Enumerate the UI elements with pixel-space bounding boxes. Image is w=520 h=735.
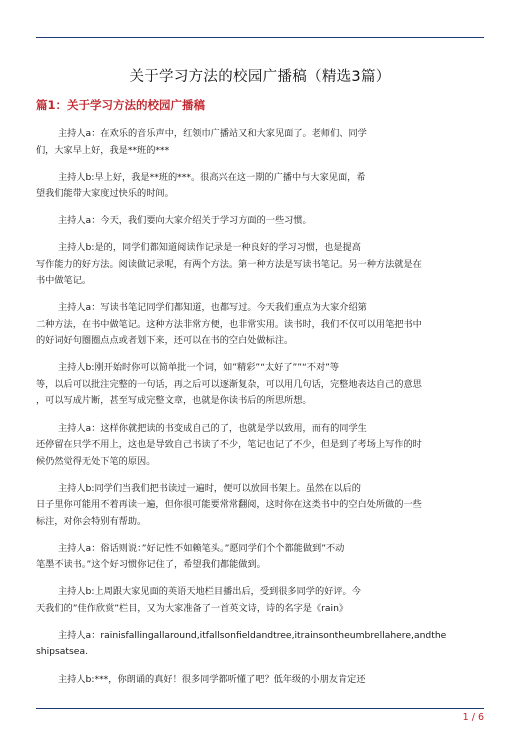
paragraph-line: 二种方法，在书中做笔记。这种方法非常方便，也非常实用。读书时，我们不仅可以用笔把书中 <box>36 318 422 330</box>
paragraph <box>36 126 484 159</box>
paragraph-line: 笔墨不读书。”这个好习惯你记住了，希望我们都能做到。 <box>36 559 266 571</box>
paragraph-line: shipsatsea. <box>36 646 89 658</box>
paragraph-line: 的好词好句圈圈点点或者划下来，还可以在书的空白处做标注。 <box>36 335 294 347</box>
paragraph-line: 主持人b:早上好，我是**班的***。很高兴在这一期的广播中与大家见面，希 <box>58 171 366 183</box>
paragraph-line: 主持人b:上周跟大家见面的英语天地栏目播出后，受到很多同学的好评。今 <box>58 586 361 598</box>
paragraph <box>36 240 484 290</box>
paragraph-line: 写作能力的好方法。阅读做记录呢，有两个方法。第一种方法是写读书笔记。另一种方法就是在 <box>36 258 422 270</box>
paragraph <box>36 628 484 661</box>
paragraph-line: 主持人a：今天，我们要向大家介绍关于学习方面的一些习惯。 <box>58 215 312 227</box>
paragraph-line: 书中做笔记。 <box>36 275 92 287</box>
paragraph-line: 主持人b:是的，同学们都知道阅读作记录是一种良好的学习习惯，也是提高 <box>58 242 361 254</box>
section-heading: 篇1：关于学习方法的校园广播稿 <box>36 98 205 112</box>
paragraph-line: 主持人a：在欢乐的音乐声中，红领巾广播站又和大家见面了。老师们、同学 <box>58 128 367 139</box>
paragraph <box>36 421 484 471</box>
document-title: 关于学习方法的校园广播稿（精选3篇） <box>129 69 391 85</box>
paragraph-line: 天我们的”佳作欣赏”栏目，又为大家准备了一首英文诗，诗的名字是《rain》 <box>36 602 349 614</box>
paragraph-line: 主持人a：写读书笔记同学们都知道，也都写过。今天我们重点为大家介绍第 <box>58 302 367 314</box>
paragraph-line: 候仍然觉得无处下笔的原因。 <box>36 455 156 467</box>
paragraph-line: 望我们能带大家度过快乐的时间。 <box>36 188 174 200</box>
paragraph-line: 主持人a：俗话则说：”好记性不如赖笔头。”愿同学们个个都能做到”不动 <box>58 542 345 554</box>
paragraph-line: 们，大家早上好，我是**班的*** <box>36 144 170 156</box>
paragraph-line: 日子里你可能用不着再读一遍，但你很可能要常常翻阅，这时你在这类书中的空白处所做的一些 <box>36 499 422 511</box>
paragraph <box>36 584 484 617</box>
paragraph-line: 等，以后可以批注完整的一句话，再之后可以逐渐复杂，可以用几句话，完整地表达自己的意思 <box>36 378 422 390</box>
paragraph-line: 还停留在只学不用上，这也是导致自己书读了不少，笔记也记了不少，但是到了考场上写作的时 <box>36 439 422 451</box>
paragraph <box>36 170 484 203</box>
paragraph <box>36 481 484 531</box>
paragraph <box>36 541 484 574</box>
bottom-rule <box>36 708 484 709</box>
paragraph-line: ，可以写成片断，甚至写成完整文章，也就是你读书后的所思所想。 <box>36 395 312 407</box>
paragraph-line: 主持人a：这样你就把读的书变成自己的了，也就是学以致用，而有的同学生 <box>58 422 367 434</box>
paragraph <box>36 300 484 350</box>
paragraph-line: 标注，对你会特别有帮助。 <box>36 515 147 527</box>
paragraph-line: 主持人b:同学们当我们把书读过一遍时，便可以放回书架上。虽然在以后的 <box>58 482 361 494</box>
paragraph <box>36 213 484 230</box>
paragraph-line: 主持人b:***，你朗诵的真好！很多同学都听懂了吧？低年级的小朋友肯定还 <box>58 673 366 685</box>
paragraph-line: 主持人b:刚开始时你可以简单批一个词，如”精彩”“太好了””“不对”等 <box>58 362 340 374</box>
top-rule <box>36 37 484 38</box>
document-body <box>36 126 484 699</box>
paragraph <box>36 672 484 689</box>
page-indicator: 1 / 6 <box>462 712 484 723</box>
paragraph-line: 主持人a：rainisfallingallaround,itfallsonfieldandtree,itrainsontheumbrellahere,andthe <box>58 629 447 641</box>
paragraph <box>36 360 484 410</box>
